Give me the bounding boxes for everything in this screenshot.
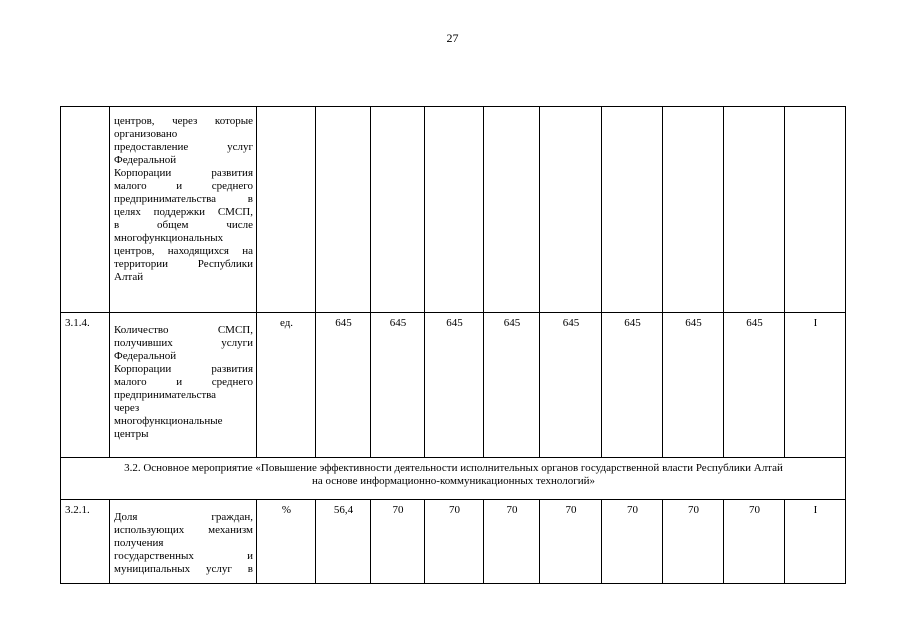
table-row <box>61 313 846 458</box>
description-line: предпринимательства в <box>114 193 253 205</box>
row-value <box>316 107 371 313</box>
row-value: 56,4 <box>316 500 371 584</box>
description-line: получения <box>114 537 164 549</box>
row-description <box>110 313 257 458</box>
row-code: 3.2.1. <box>61 500 110 584</box>
description-line: Алтай <box>114 271 144 283</box>
section-heading-line: на основе информационно-коммуникационных технологий» <box>311 475 596 487</box>
row-value: 70 <box>371 500 425 584</box>
row-value <box>785 107 846 313</box>
description-line: Корпорации развития <box>114 363 253 375</box>
page-number: 27 <box>446 31 459 45</box>
row-description <box>110 500 257 584</box>
indicators-table <box>60 106 846 584</box>
row-code <box>61 107 110 313</box>
description-line: использующих механизм <box>114 524 253 536</box>
description-line: Количество СМСП, <box>114 324 253 336</box>
description-line: в общем числе <box>114 219 253 231</box>
section-heading-row <box>61 458 846 500</box>
row-value: 645 <box>540 313 602 458</box>
table-row <box>61 107 846 313</box>
row-value <box>602 107 663 313</box>
row-description <box>110 107 257 313</box>
row-value: 645 <box>484 313 540 458</box>
row-value: I <box>785 500 846 584</box>
row-value: 645 <box>425 313 484 458</box>
description-line: через <box>114 402 140 414</box>
row-code: 3.1.4. <box>61 313 110 458</box>
row-value <box>724 107 785 313</box>
row-value: 70 <box>724 500 785 584</box>
description-line: Федеральной <box>114 154 177 166</box>
description-line: многофункциональные <box>114 415 223 427</box>
table-row <box>61 500 846 584</box>
row-value: 645 <box>724 313 785 458</box>
row-unit: % <box>257 500 316 584</box>
description-line: государственных и <box>114 550 253 562</box>
description-line: центры <box>114 428 149 440</box>
row-value: 645 <box>602 313 663 458</box>
description-line: многофункциональных <box>114 232 224 244</box>
row-unit: ед. <box>257 313 316 458</box>
description-line: предоставление услуг <box>114 141 253 153</box>
row-value <box>371 107 425 313</box>
section-heading-line: 3.2. Основное мероприятие «Повышение эффективности деятельности исполнительных органов государственной власти Республики Алтай <box>124 462 783 474</box>
row-value: 70 <box>602 500 663 584</box>
row-value: 70 <box>663 500 724 584</box>
row-value <box>484 107 540 313</box>
row-value: 70 <box>484 500 540 584</box>
section-heading <box>61 458 846 500</box>
description-line: Корпорации развития <box>114 167 253 179</box>
description-line: Доля граждан, <box>114 511 253 523</box>
row-value: 645 <box>371 313 425 458</box>
row-value <box>540 107 602 313</box>
row-unit <box>257 107 316 313</box>
description-line: целях поддержки СМСП, <box>114 206 253 218</box>
row-value: 645 <box>663 313 724 458</box>
description-line: муниципальных услуг в <box>114 563 253 575</box>
description-line: организовано <box>114 128 178 140</box>
row-value: I <box>785 313 846 458</box>
description-line: Федеральной <box>114 350 177 362</box>
description-line: центров, через которые <box>114 115 253 127</box>
description-line: территории Республики <box>114 258 253 270</box>
row-value: 645 <box>316 313 371 458</box>
description-line: малого и среднего <box>114 180 253 192</box>
row-value <box>425 107 484 313</box>
row-value: 70 <box>540 500 602 584</box>
description-line: получивших услуги <box>114 337 253 349</box>
row-value: 70 <box>425 500 484 584</box>
row-value <box>663 107 724 313</box>
description-line: центров, находящихся на <box>114 245 253 257</box>
description-line: малого и среднего <box>114 376 253 388</box>
description-line: предпринимательства <box>114 389 217 401</box>
